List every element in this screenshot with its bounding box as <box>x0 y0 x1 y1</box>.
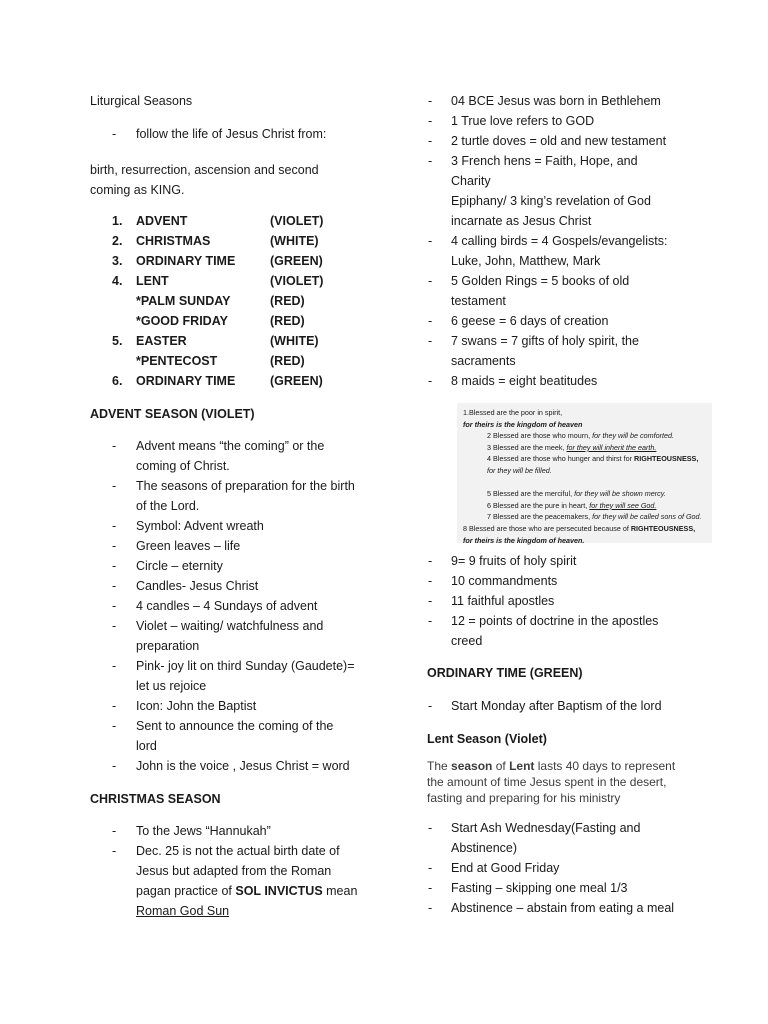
season-name: EASTER <box>136 334 187 348</box>
list-line: - Pink- joy lit on third Sunday (Gaudete)= <box>136 659 355 673</box>
list-line: - John is the voice , Jesus Christ = word <box>136 759 350 773</box>
list-line: - Fasting – skipping one meal 1/3 <box>451 881 628 895</box>
list-text: mean <box>322 884 358 898</box>
list-line: - Advent means “the coming” or the <box>136 439 325 453</box>
lent-list <box>427 818 727 918</box>
beatitude-spacer <box>463 477 712 489</box>
list-item <box>427 271 727 311</box>
list-item <box>90 436 380 476</box>
season-name: ADVENT <box>136 214 188 228</box>
beatitude-line: 8 Blessed are those who are persecuted because of RIGHTEOUSNESS, <box>463 523 696 533</box>
season-row <box>90 251 380 271</box>
list-line: creed <box>451 634 483 648</box>
list-line: Luke, John, Matthew, Mark <box>451 254 601 268</box>
season-num: 5. <box>112 334 123 348</box>
season-num: 1. <box>112 214 123 228</box>
list-item <box>427 878 727 898</box>
list-item <box>90 576 380 596</box>
twelve-days-list <box>427 91 727 391</box>
list-item <box>427 898 727 918</box>
lent-paragraph: The season of Lent lasts 40 days to represent the amount of time Jesus spent in the desert, fasting and preparing for his ministry <box>427 759 676 805</box>
beatitude-line: 2 Blessed are those who mourn, for they will be comforted. <box>487 431 674 441</box>
season-num: 2. <box>112 234 123 248</box>
advent-list <box>90 436 380 776</box>
list-item <box>427 818 727 858</box>
list-line: preparation <box>136 639 200 653</box>
season-name: LENT <box>136 274 169 288</box>
list-line: - End at Good Friday <box>451 861 560 875</box>
beatitude-line: for theirs is the kingdom of heaven <box>463 419 583 429</box>
season-name: *PALM SUNDAY <box>136 294 231 308</box>
list-item <box>90 516 380 536</box>
season-color: (VIOLET) <box>270 274 324 288</box>
season-num: 4. <box>112 274 123 288</box>
list-item <box>90 716 380 756</box>
season-num: 3. <box>112 254 123 268</box>
list-item <box>90 756 380 776</box>
christmas-list <box>90 821 380 921</box>
list-line: - The seasons of preparation for the birth <box>136 479 355 493</box>
list-line: - Icon: John the Baptist <box>136 699 257 713</box>
list-item <box>427 311 727 331</box>
beatitudes-image <box>457 403 712 543</box>
list-item <box>427 231 727 271</box>
list-line: - Dec. 25 is not the actual birth date of <box>136 844 340 858</box>
list-line: - Start Ash Wednesday(Fasting and <box>451 821 641 835</box>
list-line: Charity <box>451 174 491 188</box>
list-item <box>90 556 380 576</box>
list-line: - 7 swans = 7 gifts of holy spirit, the <box>451 334 639 348</box>
list-line: - 2 turtle doves = old and new testament <box>451 134 667 148</box>
list-item <box>427 551 727 571</box>
season-color: (GREEN) <box>270 374 323 388</box>
left-column <box>90 91 380 921</box>
season-color: (RED) <box>270 294 305 308</box>
beatitude-line: 4 Blessed are those who hunger and thirst for RIGHTEOUSNESS, <box>487 454 699 464</box>
list-line-underlined: Roman God Sun <box>136 904 230 918</box>
beatitude-line: 1.Blessed are the poor in spirit, <box>463 408 563 417</box>
season-row <box>90 371 380 391</box>
season-row <box>90 231 380 251</box>
season-color: (WHITE) <box>270 334 319 348</box>
list-text: pagan practice of <box>136 884 236 898</box>
list-item <box>427 131 727 151</box>
list-line: incarnate as Jesus Christ <box>451 214 592 228</box>
list-line <box>136 881 380 901</box>
intro-line: coming as KING. <box>90 183 185 197</box>
list-line: - 4 candles – 4 Sundays of advent <box>136 599 318 613</box>
list-item <box>427 611 727 651</box>
list-item <box>427 91 727 111</box>
season-row <box>90 271 380 291</box>
list-line: - 8 maids = eight beatitudes <box>451 374 598 388</box>
season-row <box>90 311 380 331</box>
list-item <box>427 331 727 371</box>
season-row <box>90 291 380 311</box>
beatitude-line: 7 Blessed are the peacemakers, for they will be called sons of God. <box>487 512 702 522</box>
intro-paragraph <box>90 160 380 200</box>
list-line: - Abstinence – abstain from eating a meal <box>451 901 675 915</box>
list-line: - 11 faithful apostles <box>451 594 555 608</box>
list-line: lord <box>136 739 157 753</box>
christmas-heading: CHRISTMAS SEASON <box>90 792 221 806</box>
list-item: - Start Monday after Baptism of the lord <box>427 696 727 716</box>
season-color: (WHITE) <box>270 234 319 248</box>
ordinary-heading: ORDINARY TIME (GREEN) <box>427 666 583 680</box>
numbers-list <box>427 551 727 651</box>
list-line: coming of Christ. <box>136 459 230 473</box>
list-item <box>90 596 380 616</box>
season-name: ORDINARY TIME <box>136 374 236 388</box>
list-item <box>90 841 380 921</box>
page-title: Liturgical Seasons <box>90 94 193 108</box>
list-item <box>90 616 380 656</box>
lent-heading: Lent Season (Violet) <box>427 732 547 746</box>
beatitude-line: for they will be filled. <box>487 465 552 475</box>
season-name: *PENTECOST <box>136 354 218 368</box>
list-line: - Violet – waiting/ watchfulness and <box>136 619 324 633</box>
list-line: - Circle – eternity <box>136 559 223 573</box>
list-line: - 3 French hens = Faith, Hope, and <box>451 154 638 168</box>
list-item <box>90 656 380 696</box>
list-item <box>427 571 727 591</box>
list-item <box>427 371 727 391</box>
beatitude-line: 3 Blessed are the meek, for they will inherit the earth. <box>487 442 657 452</box>
list-line: - Symbol: Advent wreath <box>136 519 264 533</box>
list-item <box>427 858 727 878</box>
list-line: Epiphany/ 3 king’s revelation of God <box>451 194 651 208</box>
list-line: - 6 geese = 6 days of creation <box>451 314 609 328</box>
intro-line: birth, resurrection, ascension and second <box>90 163 319 177</box>
beatitude-line: 6 Blessed are the pure in heart, for they will see God. <box>487 500 657 510</box>
season-color: (RED) <box>270 314 305 328</box>
list-line: - 5 Golden Rings = 5 books of old <box>451 274 630 288</box>
list-line: sacraments <box>451 354 516 368</box>
list-line: let us rejoice <box>136 679 207 693</box>
intro-list <box>90 124 380 144</box>
list-item <box>90 696 380 716</box>
right-column <box>427 91 727 918</box>
list-line: - 04 BCE Jesus was born in Bethlehem <box>451 94 661 108</box>
list-line: - Sent to announce the coming of the <box>136 719 334 733</box>
list-item <box>427 151 727 231</box>
advent-heading: ADVENT SEASON (VIOLET) <box>90 407 255 421</box>
season-color: (RED) <box>270 354 305 368</box>
list-line: Jesus but adapted from the Roman <box>136 864 332 878</box>
ordinary-list <box>427 696 727 716</box>
list-item: - To the Jews “Hannukah” <box>90 821 380 841</box>
list-line: - 10 commandments <box>451 574 558 588</box>
season-row <box>90 331 380 351</box>
list-line: of the Lord. <box>136 499 200 513</box>
season-color: (VIOLET) <box>270 214 324 228</box>
beatitude-line: for theirs is the kingdom of heaven. <box>463 535 585 545</box>
season-name: ORDINARY TIME <box>136 254 236 268</box>
season-name: *GOOD FRIDAY <box>136 314 228 328</box>
seasons-list <box>90 211 380 391</box>
season-num: 6. <box>112 374 123 388</box>
list-item <box>90 476 380 516</box>
list-line: Abstinence) <box>451 841 518 855</box>
list-item <box>427 591 727 611</box>
list-item <box>427 111 727 131</box>
list-line: - 4 calling birds = 4 Gospels/evangelists: <box>451 234 668 248</box>
list-item <box>90 536 380 556</box>
list-line: - 12 = points of doctrine in the apostles <box>451 614 659 628</box>
list-line: - Candles- Jesus Christ <box>136 579 259 593</box>
season-row <box>90 211 380 231</box>
list-line: - Green leaves – life <box>136 539 241 553</box>
list-line: - 1 True love refers to GOD <box>451 114 595 128</box>
beatitude-line: 5 Blessed are the merciful, for they will be shown mercy. <box>487 489 666 499</box>
season-color: (GREEN) <box>270 254 323 268</box>
season-row <box>90 351 380 371</box>
list-item: - follow the life of Jesus Christ from: <box>90 124 380 144</box>
list-text-bold: SOL INVICTUS <box>235 884 323 898</box>
season-name: CHRISTMAS <box>136 234 211 248</box>
list-line: testament <box>451 294 506 308</box>
list-line: - 9= 9 fruits of holy spirit <box>451 554 577 568</box>
